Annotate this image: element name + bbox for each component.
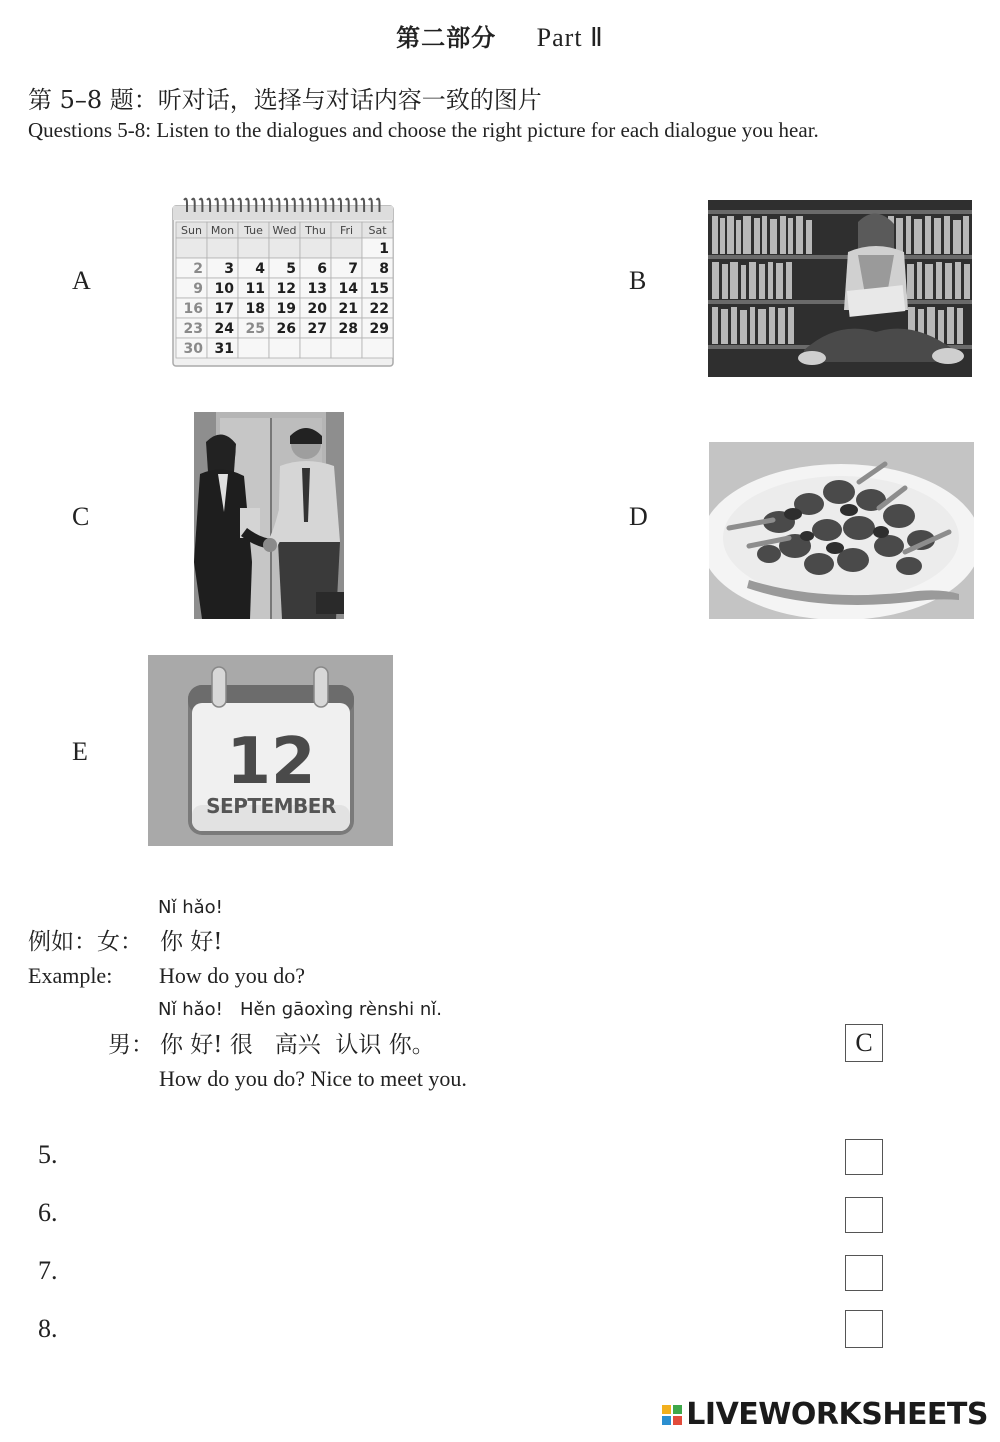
calendar-date-icon	[148, 655, 393, 846]
title-en: Part Ⅱ	[536, 23, 604, 52]
calendar-date-number: 27	[307, 321, 327, 337]
option-letter-c: C	[72, 502, 90, 531]
answer-box-7[interactable]	[845, 1255, 883, 1291]
calendar-date-number: 22	[369, 301, 389, 317]
answer-box-6[interactable]	[845, 1197, 883, 1233]
calendar-date-number: 1	[379, 241, 389, 257]
calendar-day-header: Tue	[244, 224, 263, 237]
calendar-date-number: 6	[317, 261, 327, 277]
question-number-8: 8.	[38, 1314, 58, 1343]
calendar-date-number: 31	[214, 341, 234, 357]
calendar-date-cell	[300, 338, 331, 358]
calendar-date-number: 23	[183, 321, 203, 337]
calendar-day-header: Sat	[368, 224, 387, 237]
example-label-en: Example:	[28, 963, 113, 988]
calendar-date-number: 7	[348, 261, 358, 277]
answer-box-8[interactable]	[845, 1310, 883, 1348]
calendar-date-number: 20	[307, 301, 327, 317]
food-photo	[709, 442, 974, 619]
handshake-photo	[194, 412, 344, 619]
calendar-date-number: 17	[214, 301, 234, 317]
calendar-date-number: 16	[183, 301, 203, 317]
calendar-date-number: 3	[224, 261, 234, 277]
liveworksheets-logo	[662, 1397, 988, 1432]
answer-box-5[interactable]	[845, 1139, 883, 1175]
example-line2-cn: 你 好! 很 高兴 认识 你。	[160, 1032, 435, 1058]
calendar-date-number: 10	[214, 281, 234, 297]
example-speaker-2: 男：	[108, 1032, 154, 1058]
example-line2-en: How do you do? Nice to meet you.	[159, 1066, 467, 1091]
liveworksheets-logo-text: LIVEWORKSHEETS	[686, 1397, 988, 1432]
calendar-date-cell	[176, 238, 207, 258]
option-letter-a: A	[72, 266, 91, 295]
woman-reading-in-library-photo	[708, 200, 972, 377]
question-number-5: 5.	[38, 1140, 58, 1169]
title-cn: 第二部分	[396, 24, 497, 52]
calendar-month-name: SEPTEMBER	[206, 794, 336, 818]
calendar-date-cell	[300, 238, 331, 258]
option-letter-b: B	[629, 266, 647, 295]
kung-pao-chicken-plate-photo	[709, 442, 974, 619]
example-answer-box: C	[845, 1024, 883, 1062]
example-line1-cn: 你 好!	[160, 929, 223, 955]
calendar-date-number: 9	[193, 281, 203, 297]
example-pinyin-1: Nǐ hǎo!	[158, 897, 223, 918]
calendar-date-number: 13	[307, 281, 327, 297]
calendar-date-number: 25	[245, 321, 265, 337]
calendar-date-number: 19	[276, 301, 296, 317]
calendar-date-cell	[362, 338, 393, 358]
example-label-cn: 例如：女：	[28, 929, 143, 955]
calendar-day-header: Thu	[305, 224, 326, 237]
calendar-day-header: Fri	[339, 224, 354, 237]
calendar-date-number: 8	[379, 261, 389, 277]
instructions-cn: 第 5–8 题：听对话，选择与对话内容一致的图片	[28, 86, 542, 114]
calendar-day-header: Sun	[181, 224, 202, 237]
calendar-date-number: 24	[214, 321, 234, 337]
calendar-date-number: 4	[255, 261, 265, 277]
calendar-date-cell	[238, 238, 269, 258]
calendar-date-number: 18	[245, 301, 265, 317]
calendar-date-number: 26	[276, 321, 296, 337]
calendar-date-number: 5	[286, 261, 296, 277]
example-line1-en: How do you do?	[159, 963, 306, 988]
calendar-date-cell	[331, 238, 362, 258]
calendar-date-number: 2	[193, 261, 203, 277]
calendar-day-header: Wed	[272, 224, 297, 237]
question-number-6: 6.	[38, 1198, 58, 1227]
option-letter-e: E	[72, 737, 88, 766]
calendar-date-number: 28	[338, 321, 358, 337]
liveworksheets-logo-icon	[662, 1405, 682, 1425]
calendar-day-number: 12	[226, 725, 316, 799]
calendar-date-cell	[269, 338, 300, 358]
businesspeople-handshake-photo	[194, 412, 344, 619]
page-title	[0, 18, 1000, 53]
calendar-date-number: 14	[338, 281, 358, 297]
calendar-month-illustration	[170, 196, 396, 370]
calendar-date-cell	[207, 238, 238, 258]
option-letter-d: D	[629, 502, 648, 531]
calendar-date-number: 12	[276, 281, 296, 297]
calendar-day-header: Mon	[210, 224, 235, 237]
calendar-date-number: 29	[369, 321, 389, 337]
calendar-date-cell	[269, 238, 300, 258]
question-number-7: 7.	[38, 1256, 58, 1285]
calendar-date-image	[148, 655, 393, 846]
calendar-month-image	[170, 196, 396, 370]
calendar-date-number: 30	[183, 341, 203, 357]
instructions-en: Questions 5-8: Listen to the dialogues and choose the right picture for each dialogue you hear.	[28, 118, 819, 142]
library-photo	[708, 200, 972, 377]
example-pinyin-2: Nǐ hǎo! Hěn gāoxìng rènshi nǐ.	[158, 999, 443, 1020]
calendar-date-number: 11	[245, 281, 265, 297]
calendar-date-cell	[331, 338, 362, 358]
calendar-date-number: 21	[338, 301, 358, 317]
calendar-date-cell	[238, 338, 269, 358]
calendar-date-number: 15	[369, 281, 389, 297]
